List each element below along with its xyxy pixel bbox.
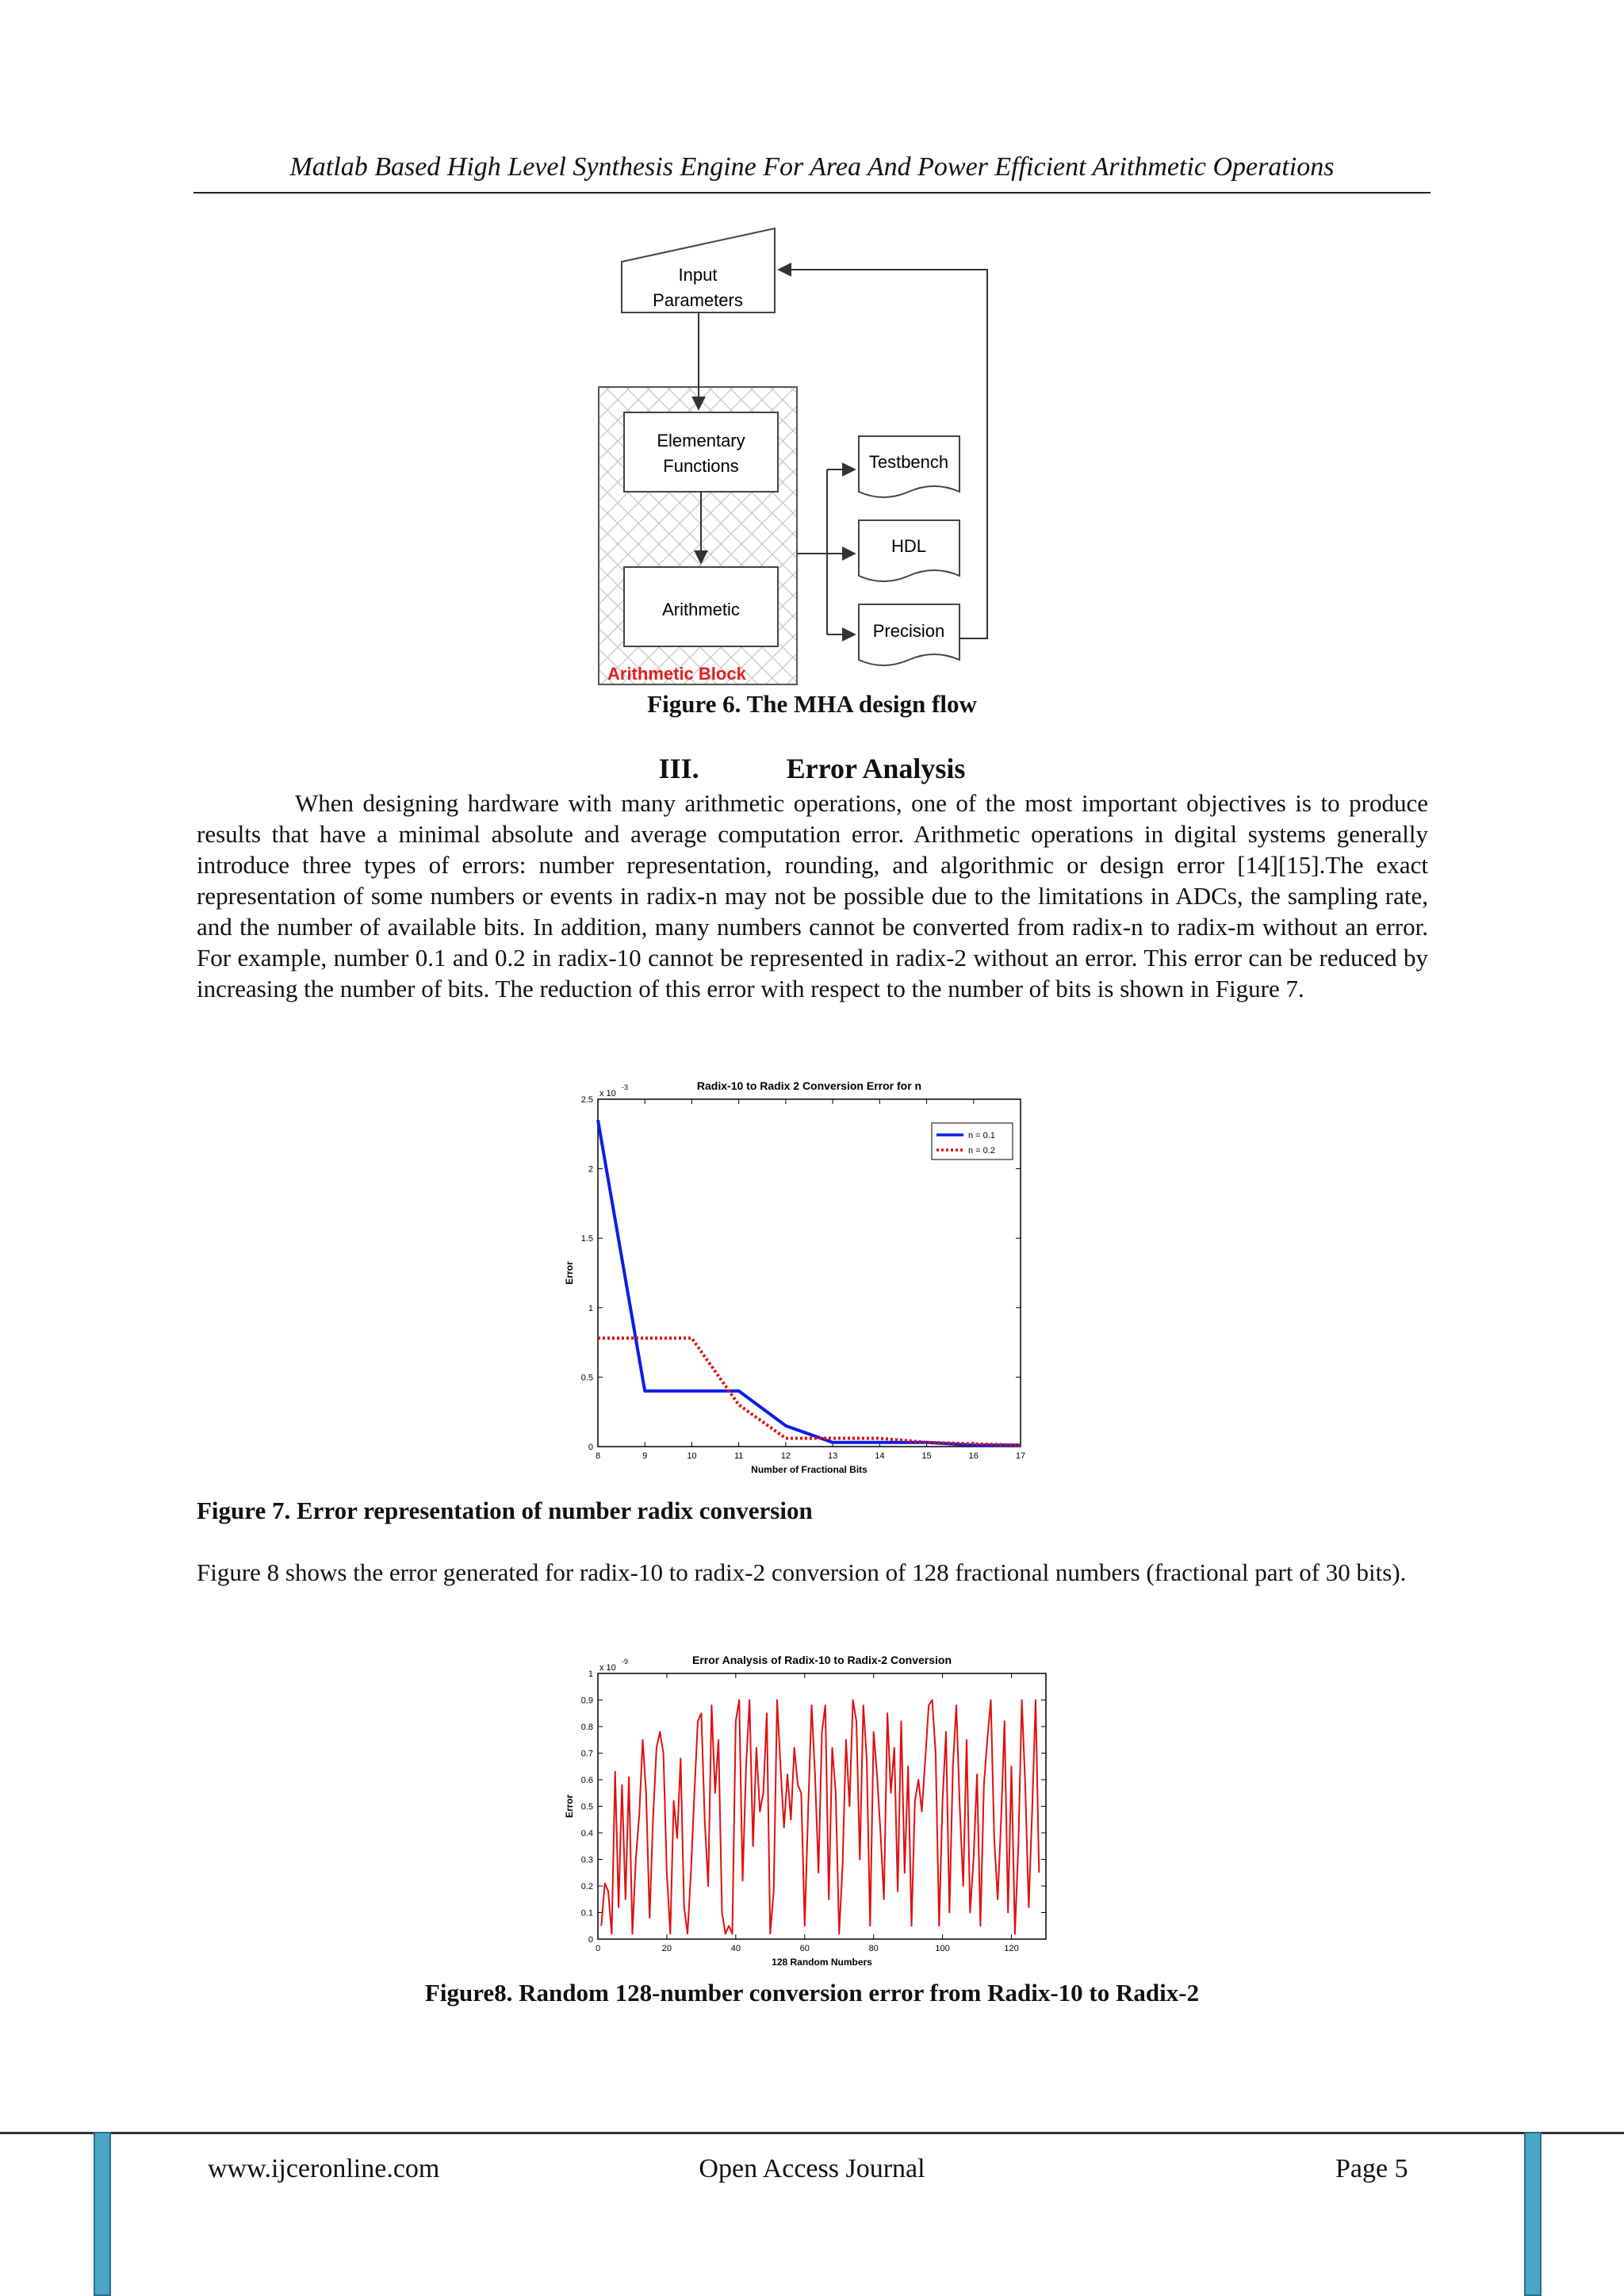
x-tick-label: 120 [1004, 1944, 1019, 1953]
x-tick-label: 0 [595, 1944, 601, 1953]
x-axis-label: 128 Random Numbers [772, 1957, 872, 1968]
y-tick-label: 1 [588, 1669, 593, 1679]
arithmetic-label: Arithmetic [662, 600, 740, 619]
y-tick-label: 0.6 [580, 1776, 593, 1785]
y-tick-label: 0.9 [580, 1696, 593, 1706]
footer-page-number: Page 5 [1335, 2154, 1408, 2183]
x-tick-label: 100 [935, 1944, 950, 1953]
x-tick-label: 80 [868, 1944, 879, 1953]
y-tick-label: 0.5 [580, 1802, 593, 1812]
y-tick-label: 2 [588, 1164, 593, 1175]
figure7-chart [547, 1071, 1055, 1483]
legend-label-1: n = 0.2 [968, 1146, 995, 1156]
y-tick-label: 0.1 [580, 1908, 593, 1918]
x-tick-label: 10 [687, 1451, 697, 1461]
figure8-caption: Figure8. Random 128-number conversion error from Radix-10 to Radix-2 [424, 1979, 1200, 2007]
y-tick-label: 0.5 [580, 1373, 593, 1383]
figure6-caption: Figure 6. The MHA design flow [647, 690, 977, 718]
page-footer [0, 2132, 1624, 2296]
running-head: Matlab Based High Level Synthesis Engine For Area And Power Efficient Arithmetic Operations [289, 152, 1335, 182]
x-tick-label: 20 [661, 1944, 672, 1953]
y-axis-label: Error [564, 1794, 575, 1819]
arithmetic-block-label: Arithmetic Block [607, 664, 746, 684]
section-title: Error Analysis [786, 753, 966, 784]
x-tick-label: 12 [780, 1451, 791, 1461]
y-exponent-power: -3 [622, 1083, 629, 1091]
x-axis-label: Number of Fractional Bits [751, 1464, 868, 1475]
y-tick-label: 0.7 [580, 1749, 593, 1759]
paragraph-error-analysis: When designing hardware with many arithmetic operations, one of the most important objectives is to produce results that have a minimal absolute and average computation error. Arithmetic operations in digital systems generally introduce three types of errors: number representation, rounding, and algorithmic or design error [14][15].The exact representation of some numbers or events in radix-n may not be possible due to the limitations in ADCs, the sampling rate, and the number of available bits. In addition, many numbers cannot be converted from radix-n to radix-m without an error. For example, number 0.1 and 0.2 in radix-10 cannot be represented in radix-2 without an error. This error can be reduced by increasing the number of bits. The reduction of this error with respect to the number of bits is shown in Figure 7. [197, 789, 1428, 1002]
y-tick-label: 0.8 [580, 1723, 593, 1732]
y-exponent-multiplier: x 10 [599, 1089, 616, 1098]
input-parameters-label-1: Input [678, 265, 718, 285]
figure6-diagram [587, 214, 1031, 690]
y-tick-label: 0.4 [580, 1829, 593, 1838]
y-exponent-multiplier: x 10 [599, 1663, 616, 1673]
footer-website: www.ijceronline.com [208, 2154, 440, 2183]
chart-title: Error Analysis of Radix-10 to Radix-2 Conversion [691, 1654, 952, 1666]
precision-label: Precision [872, 621, 945, 641]
chart-title: Radix-10 to Radix 2 Conversion Error for n [696, 1079, 922, 1092]
legend-label-0: n = 0.1 [968, 1131, 995, 1140]
x-tick-label: 40 [730, 1944, 741, 1953]
header-rule [193, 192, 1431, 194]
x-tick-label: 17 [1015, 1451, 1026, 1461]
x-tick-label: 9 [642, 1451, 648, 1461]
footer-journal: Open Access Journal [699, 2154, 925, 2183]
x-tick-label: 13 [827, 1451, 838, 1461]
elementary-functions-label-2: Functions [663, 456, 739, 476]
x-tick-label: 16 [968, 1451, 979, 1461]
figure8-chart [547, 1646, 1071, 1979]
x-tick-label: 14 [875, 1451, 885, 1461]
figure7-caption: Figure 7. Error representation of number radix conversion [197, 1497, 813, 1524]
y-tick-label: 2.5 [580, 1095, 593, 1105]
testbench-label: Testbench [868, 452, 949, 472]
y-tick-label: 1 [588, 1303, 593, 1313]
x-tick-label: 11 [733, 1451, 744, 1461]
y-axis-label: Error [564, 1261, 575, 1285]
x-tick-label: 8 [595, 1451, 601, 1461]
x-tick-label: 15 [921, 1451, 932, 1461]
y-tick-label: 0 [588, 1935, 593, 1945]
paragraph-figure8-intro: Figure 8 shows the error generated for radix-10 to radix-2 conversion of 128 fractional numbers (fractional part of 30 bits). [197, 1558, 1407, 1586]
elementary-functions-label-1: Elementary [657, 431, 745, 450]
section-heading [193, 752, 1431, 785]
elementary-functions-box [624, 412, 778, 492]
x-tick-label: 60 [799, 1944, 810, 1953]
section-number: III. [658, 753, 699, 784]
footer-rule [0, 2132, 1624, 2134]
y-tick-label: 0.2 [580, 1882, 593, 1892]
hdl-label: HDL [891, 536, 927, 556]
input-parameters-label-2: Parameters [653, 290, 743, 310]
y-exponent-power: -9 [622, 1658, 629, 1665]
y-tick-label: 0 [588, 1443, 593, 1452]
y-tick-label: 0.3 [580, 1855, 593, 1865]
y-tick-label: 1.5 [580, 1234, 593, 1244]
